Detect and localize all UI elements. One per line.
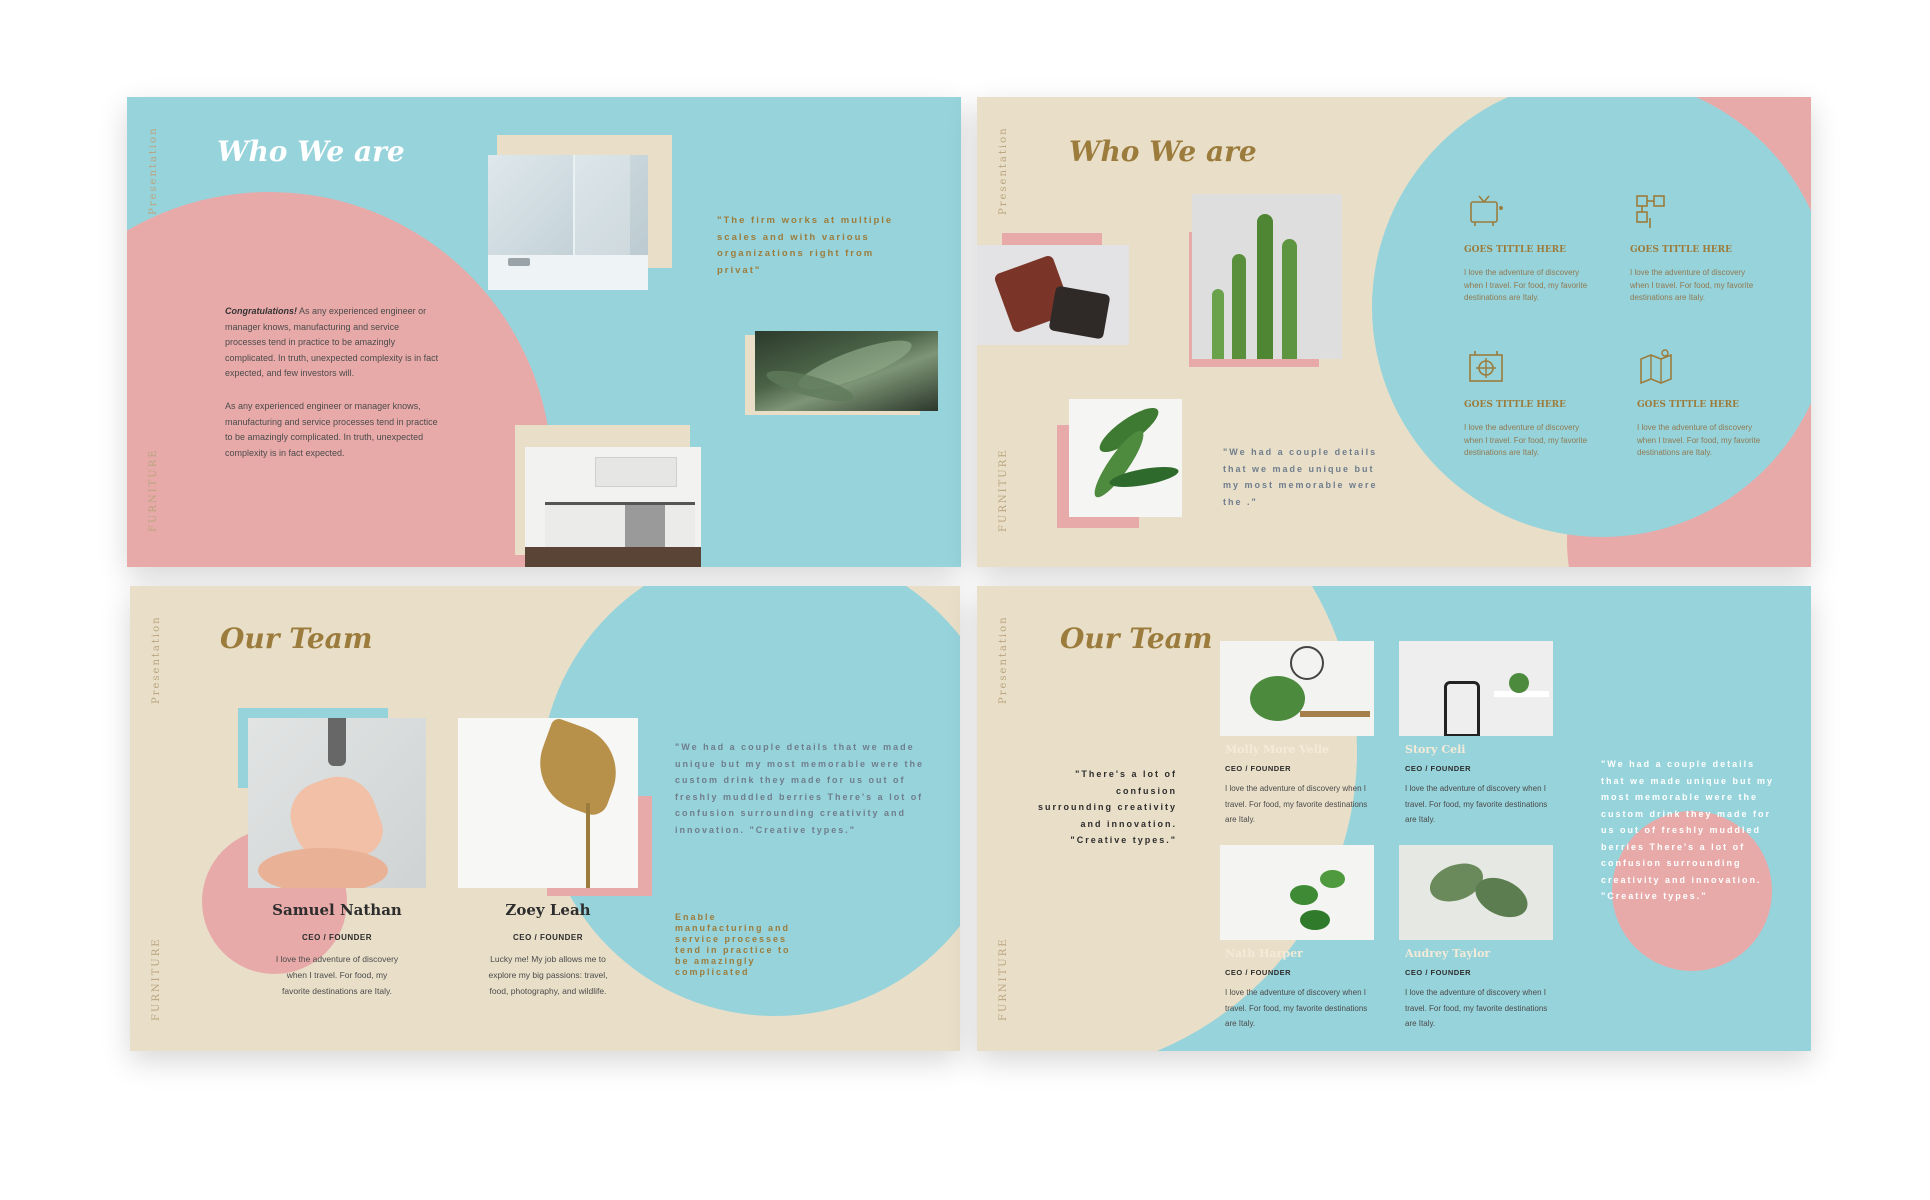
furniture-label: FURNITURE: [151, 937, 162, 1021]
page-title: Our Team: [220, 622, 373, 655]
gold-note: Enable manufacturing and service processes tend in practice to be amazingly complicated: [675, 912, 791, 977]
member-role: CEO / FOUNDER: [1405, 764, 1472, 773]
member-desc: I love the adventure of discovery when I travel. For food, my favorite destinations are Italy.: [1405, 988, 1548, 1028]
wallet-photo: [977, 245, 1129, 345]
member-desc: Lucky me! My job allows me to explore my big passions: travel, food, photography, and wildlife.: [488, 954, 608, 996]
furniture-label: FURNITURE: [148, 448, 159, 532]
member-name: Molly More Velle: [1225, 743, 1330, 756]
hands-photo: [248, 718, 426, 888]
vine-photo: [1220, 845, 1374, 940]
member-desc: I love the adventure of discovery when I travel. For food, my favorite destinations are Italy.: [1405, 784, 1548, 824]
feature-title: GOES TITTLE HERE: [1637, 400, 1740, 410]
feature-title: GOES TITTLE HERE: [1464, 400, 1567, 410]
presentation-label: Presentation: [998, 615, 1009, 704]
left-quote: "There's a lot of confusion surrounding creativity and innovation. "Creative types.": [1037, 769, 1177, 845]
feature-desc: I love the adventure of discovery when I travel. For food, my favorite destinations are Italy.: [1464, 268, 1588, 302]
feature-desc: I love the adventure of discovery when I travel. For food, my favorite destinations are Italy.: [1637, 423, 1761, 457]
right-quote: "We had a couple details that we made unique but my most memorable were the custom drink they made for us out of freshly muddled berries There's a lot of confusion surrounding creativity and innovation. "Creative types.": [1601, 759, 1775, 901]
leaves-photo: [755, 331, 938, 411]
page-title: Who We are: [217, 135, 405, 168]
quote-text: "We had a couple details that we made unique but my most memorable were the .": [1223, 447, 1378, 507]
presentation-label: Presentation: [148, 126, 159, 215]
network-icon: [1632, 192, 1672, 232]
feature-title: GOES TITTLE HERE: [1464, 245, 1567, 255]
slide-our-team-2[interactable]: [977, 586, 1811, 1051]
presentation-label: Presentation: [998, 126, 1009, 215]
quote-text: "We had a couple details that we made unique but my most memorable were the custom drink they made for us out of freshly muddled berries There's a lot of confusion surrounding creativity and innovation. "Creative types.": [675, 742, 925, 835]
office-photo: [1220, 641, 1374, 736]
member-desc: I love the adventure of discovery when I travel. For food, my favorite destinations are Italy.: [275, 954, 399, 996]
feature-desc: I love the adventure of discovery when I travel. For food, my favorite destinations are Italy.: [1630, 268, 1754, 302]
slide-who-we-are-1[interactable]: [127, 97, 961, 567]
intro-body: As any experienced engineer or manager knows, manufacturing and service processes tend in practice to be amazingly complicated. In truth, unexpected complexity is in fact expected, and few investors will.: [225, 306, 439, 378]
chair-photo: [1399, 641, 1553, 736]
page-title: Our Team: [1060, 622, 1213, 655]
leaf-photo: [1399, 845, 1553, 940]
slide-who-we-are-2[interactable]: [977, 97, 1811, 567]
bathroom-photo: [488, 155, 648, 290]
intro-paragraph: [225, 304, 439, 382]
member-role: CEO / FOUNDER: [1225, 764, 1292, 773]
kitchen-photo: [525, 447, 701, 567]
member-name: Samuel Nathan: [272, 901, 402, 919]
feature-title: GOES TITTLE HERE: [1630, 245, 1733, 255]
member-role: CEO / FOUNDER: [301, 933, 373, 942]
page-title: Who We are: [1069, 135, 1257, 168]
feature-desc: I love the adventure of discovery when I travel. For food, my favorite destinations are Italy.: [1464, 423, 1588, 457]
teal-circle-shape: [1372, 97, 1811, 537]
member-desc: I love the adventure of discovery when I travel. For food, my favorite destinations are Italy.: [1225, 988, 1368, 1028]
presentation-label: Presentation: [151, 615, 162, 704]
member-desc: I love the adventure of discovery when I travel. For food, my favorite destinations are Italy.: [1225, 784, 1368, 824]
member-role: CEO / FOUNDER: [1225, 968, 1292, 977]
broom-photo: [458, 718, 638, 888]
member-name: Audrey Taylor: [1405, 947, 1491, 960]
slide-our-team-1[interactable]: [130, 586, 960, 1051]
member-name: Zoey Leah: [505, 901, 591, 919]
member-role: CEO / FOUNDER: [512, 933, 584, 942]
member-name: Story Celi: [1405, 743, 1466, 756]
intro-paragraph-2: As any experienced engineer or manager knows, manufacturing and service processes tend in practice to be amazingly complicated. In truth, unexpected complexity is in fact expected.: [225, 401, 438, 458]
furniture-label: FURNITURE: [998, 937, 1009, 1021]
cactus-photo: [1192, 194, 1342, 359]
member-name: Nath Harper: [1225, 947, 1303, 960]
furniture-label: FURNITURE: [998, 448, 1009, 532]
target-icon: [1467, 347, 1507, 387]
tv-icon: [1467, 192, 1507, 232]
map-icon: [1637, 347, 1677, 387]
quote-text: "The firm works at multiple scales and with various organizations right from privat": [717, 215, 894, 276]
intro-lead: Congratulations!: [225, 306, 297, 316]
member-role: CEO / FOUNDER: [1405, 968, 1472, 977]
plant-photo: [1069, 399, 1182, 517]
